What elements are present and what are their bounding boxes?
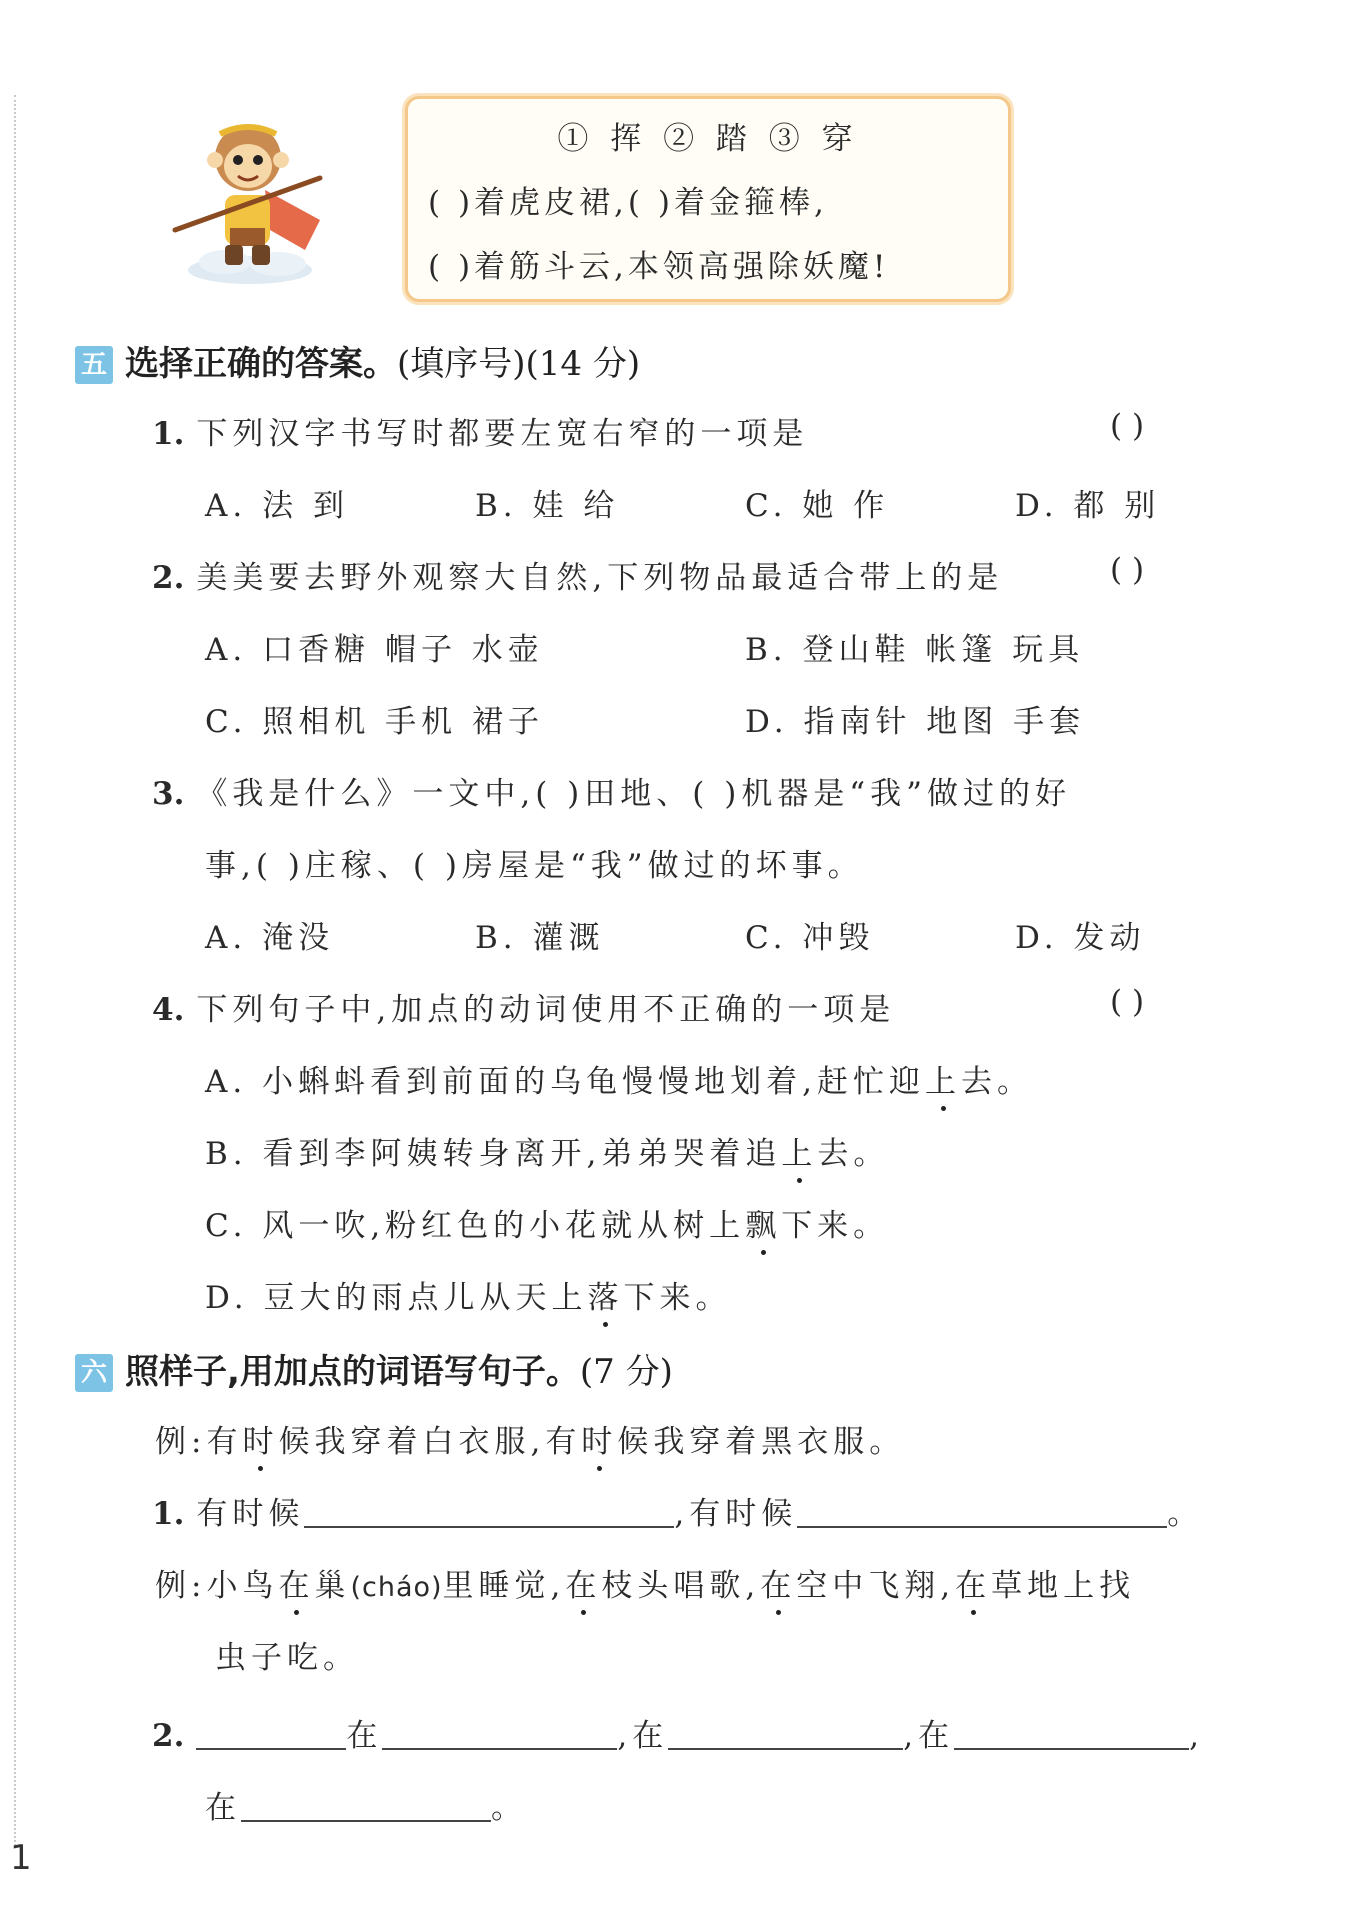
example-label: 例: xyxy=(155,1424,207,1460)
dotted-verb: 飘 xyxy=(745,1200,781,1245)
dotted-word: 在 xyxy=(760,1560,796,1605)
dotted-word: 有时候 xyxy=(545,1416,653,1461)
question-text: 美美要去野外观察大自然,下列物品最适合带上的是 xyxy=(196,560,1004,596)
exercise-2 xyxy=(152,1710,1204,1755)
option-text: B. 看到李阿姨转身离开,弟弟哭着 xyxy=(205,1136,746,1172)
example-text: 空中飞翔, xyxy=(796,1568,956,1604)
example-text: 我穿着黑衣服。 xyxy=(653,1424,906,1460)
page-number: 1 xyxy=(10,1838,32,1878)
section-5-score: (填序号)(14 分) xyxy=(397,344,641,384)
option-text-end: 下来。 xyxy=(623,1280,732,1316)
binding-margin xyxy=(14,95,16,1846)
question-number: 4. xyxy=(152,992,185,1028)
dotted-verb: 迎上去 xyxy=(889,1056,997,1101)
punctuation: 。 xyxy=(491,1790,527,1826)
option-c xyxy=(205,1200,889,1245)
option-b: B. 灌溉 xyxy=(475,920,605,956)
answer-blank[interactable] xyxy=(382,1720,617,1750)
dotted-word: 有时候 xyxy=(206,1416,314,1461)
answer-paren-4[interactable]: ( ) xyxy=(1110,984,1145,1020)
section-5-heading: 选择正确的答案。 xyxy=(125,344,397,384)
example-2 xyxy=(155,1560,1135,1605)
example-text: 我穿着白衣服, xyxy=(314,1424,546,1460)
prompt-word: 在 xyxy=(205,1790,241,1826)
punctuation: 。 xyxy=(1167,1496,1204,1532)
answer-blank[interactable] xyxy=(241,1792,491,1822)
option-a: A. 口香糖 帽子 水壶 xyxy=(205,632,544,668)
question-text-line-2: 事,( )庄稼、( )房屋是“我”做过的坏事。 xyxy=(205,848,864,884)
example-text: 草地上找 xyxy=(991,1568,1136,1604)
dotted-verb: 落 xyxy=(587,1272,623,1317)
option-d: D. 发动 xyxy=(1015,920,1146,956)
example-text: 小鸟 xyxy=(206,1568,279,1604)
question-3 xyxy=(152,768,1071,813)
option-d: D. 指南针 地图 手套 xyxy=(745,704,1086,740)
section-5-badge: 五 xyxy=(75,346,113,384)
exercise-1 xyxy=(152,1488,1203,1533)
monkey-king-illustration xyxy=(170,110,330,290)
dotted-word: 在 xyxy=(278,1560,314,1605)
option-d xyxy=(205,1272,731,1317)
section-6-score: (7 分) xyxy=(579,1352,673,1392)
dotted-verb: 追上去 xyxy=(745,1128,853,1173)
riddle-choices: ① 挥 ② 踏 ③ 穿 xyxy=(557,121,859,157)
question-4 xyxy=(152,984,895,1029)
punctuation: , xyxy=(1189,1718,1204,1754)
option-c: C. 她 作 xyxy=(745,488,890,524)
option-c: C. 照相机 手机 裙子 xyxy=(205,704,545,740)
prompt-word: 在 xyxy=(346,1718,383,1754)
option-text-end: 下来。 xyxy=(781,1208,890,1244)
dotted-word: 在 xyxy=(955,1560,991,1605)
answer-paren-2[interactable]: ( ) xyxy=(1110,552,1145,588)
option-b: B. 娃 给 xyxy=(475,488,620,524)
answer-blank[interactable] xyxy=(797,1498,1167,1528)
question-text-line-1: 《我是什么》一文中,( )田地、( )机器是“我”做过的好 xyxy=(196,776,1072,812)
example-label: 例: xyxy=(155,1568,207,1604)
option-b: B. 登山鞋 帐篷 玩具 xyxy=(745,632,1085,668)
option-b xyxy=(205,1128,889,1173)
example-text: 里睡觉, xyxy=(442,1568,566,1604)
prompt-word: ,在 xyxy=(617,1718,669,1754)
example-text: 枝头唱歌, xyxy=(601,1568,761,1604)
question-number: 2. xyxy=(152,1718,185,1754)
prompt-word: ,在 xyxy=(903,1718,955,1754)
example-text: 巢 xyxy=(314,1568,351,1604)
option-a xyxy=(205,1056,1033,1101)
question-text: 下列句子中,加点的动词使用不正确的一项是 xyxy=(196,992,896,1028)
answer-blank[interactable] xyxy=(668,1720,903,1750)
question-number: 2. xyxy=(152,560,185,596)
question-number: 1. xyxy=(152,416,185,452)
answer-blank[interactable] xyxy=(954,1720,1189,1750)
section-6-title xyxy=(75,1344,673,1393)
option-text: C. 风一吹,粉红色的小花就从树上 xyxy=(205,1208,746,1244)
punctuation: , xyxy=(674,1496,690,1532)
section-6-heading: 照样子,用加点的词语写句子。 xyxy=(125,1352,580,1392)
option-text: A. 小蝌蚪看到前面的乌龟慢慢地划着,赶忙 xyxy=(205,1064,889,1100)
option-a: A. 淹没 xyxy=(205,920,335,956)
example-2-line-2: 虫子吃。 xyxy=(215,1640,359,1676)
prompt-word: 有时候 xyxy=(689,1496,798,1532)
dotted-word: 在 xyxy=(565,1560,601,1605)
option-text-end: 。 xyxy=(853,1136,890,1172)
option-a: A. 法 到 xyxy=(205,488,349,524)
riddle-line-1: ( )着虎皮裙,( )着金箍棒, xyxy=(428,185,828,221)
option-c: C. 冲毁 xyxy=(745,920,875,956)
pinyin: (cháo) xyxy=(350,1572,443,1603)
prompt-word: 有时候 xyxy=(196,1496,305,1532)
section-6-badge: 六 xyxy=(75,1354,113,1392)
question-number: 1. xyxy=(152,1496,185,1532)
riddle-box xyxy=(405,96,1011,302)
exercise-2-line-2 xyxy=(205,1782,527,1827)
question-number: 3. xyxy=(152,776,185,812)
riddle-line-2: ( )着筋斗云,本领高强除妖魔! xyxy=(428,249,890,285)
answer-paren-1[interactable]: ( ) xyxy=(1110,408,1145,444)
option-text: D. 豆大的雨点儿从天上 xyxy=(205,1280,588,1316)
question-1 xyxy=(152,408,808,453)
answer-blank[interactable] xyxy=(304,1498,674,1528)
section-5-title xyxy=(75,336,640,385)
example-1 xyxy=(155,1416,905,1461)
option-text-end: 。 xyxy=(996,1064,1033,1100)
option-d: D. 都 别 xyxy=(1015,488,1161,524)
answer-blank[interactable] xyxy=(196,1720,346,1750)
question-2 xyxy=(152,552,1003,597)
question-text: 下列汉字书写时都要左宽右窄的一项是 xyxy=(196,416,809,452)
